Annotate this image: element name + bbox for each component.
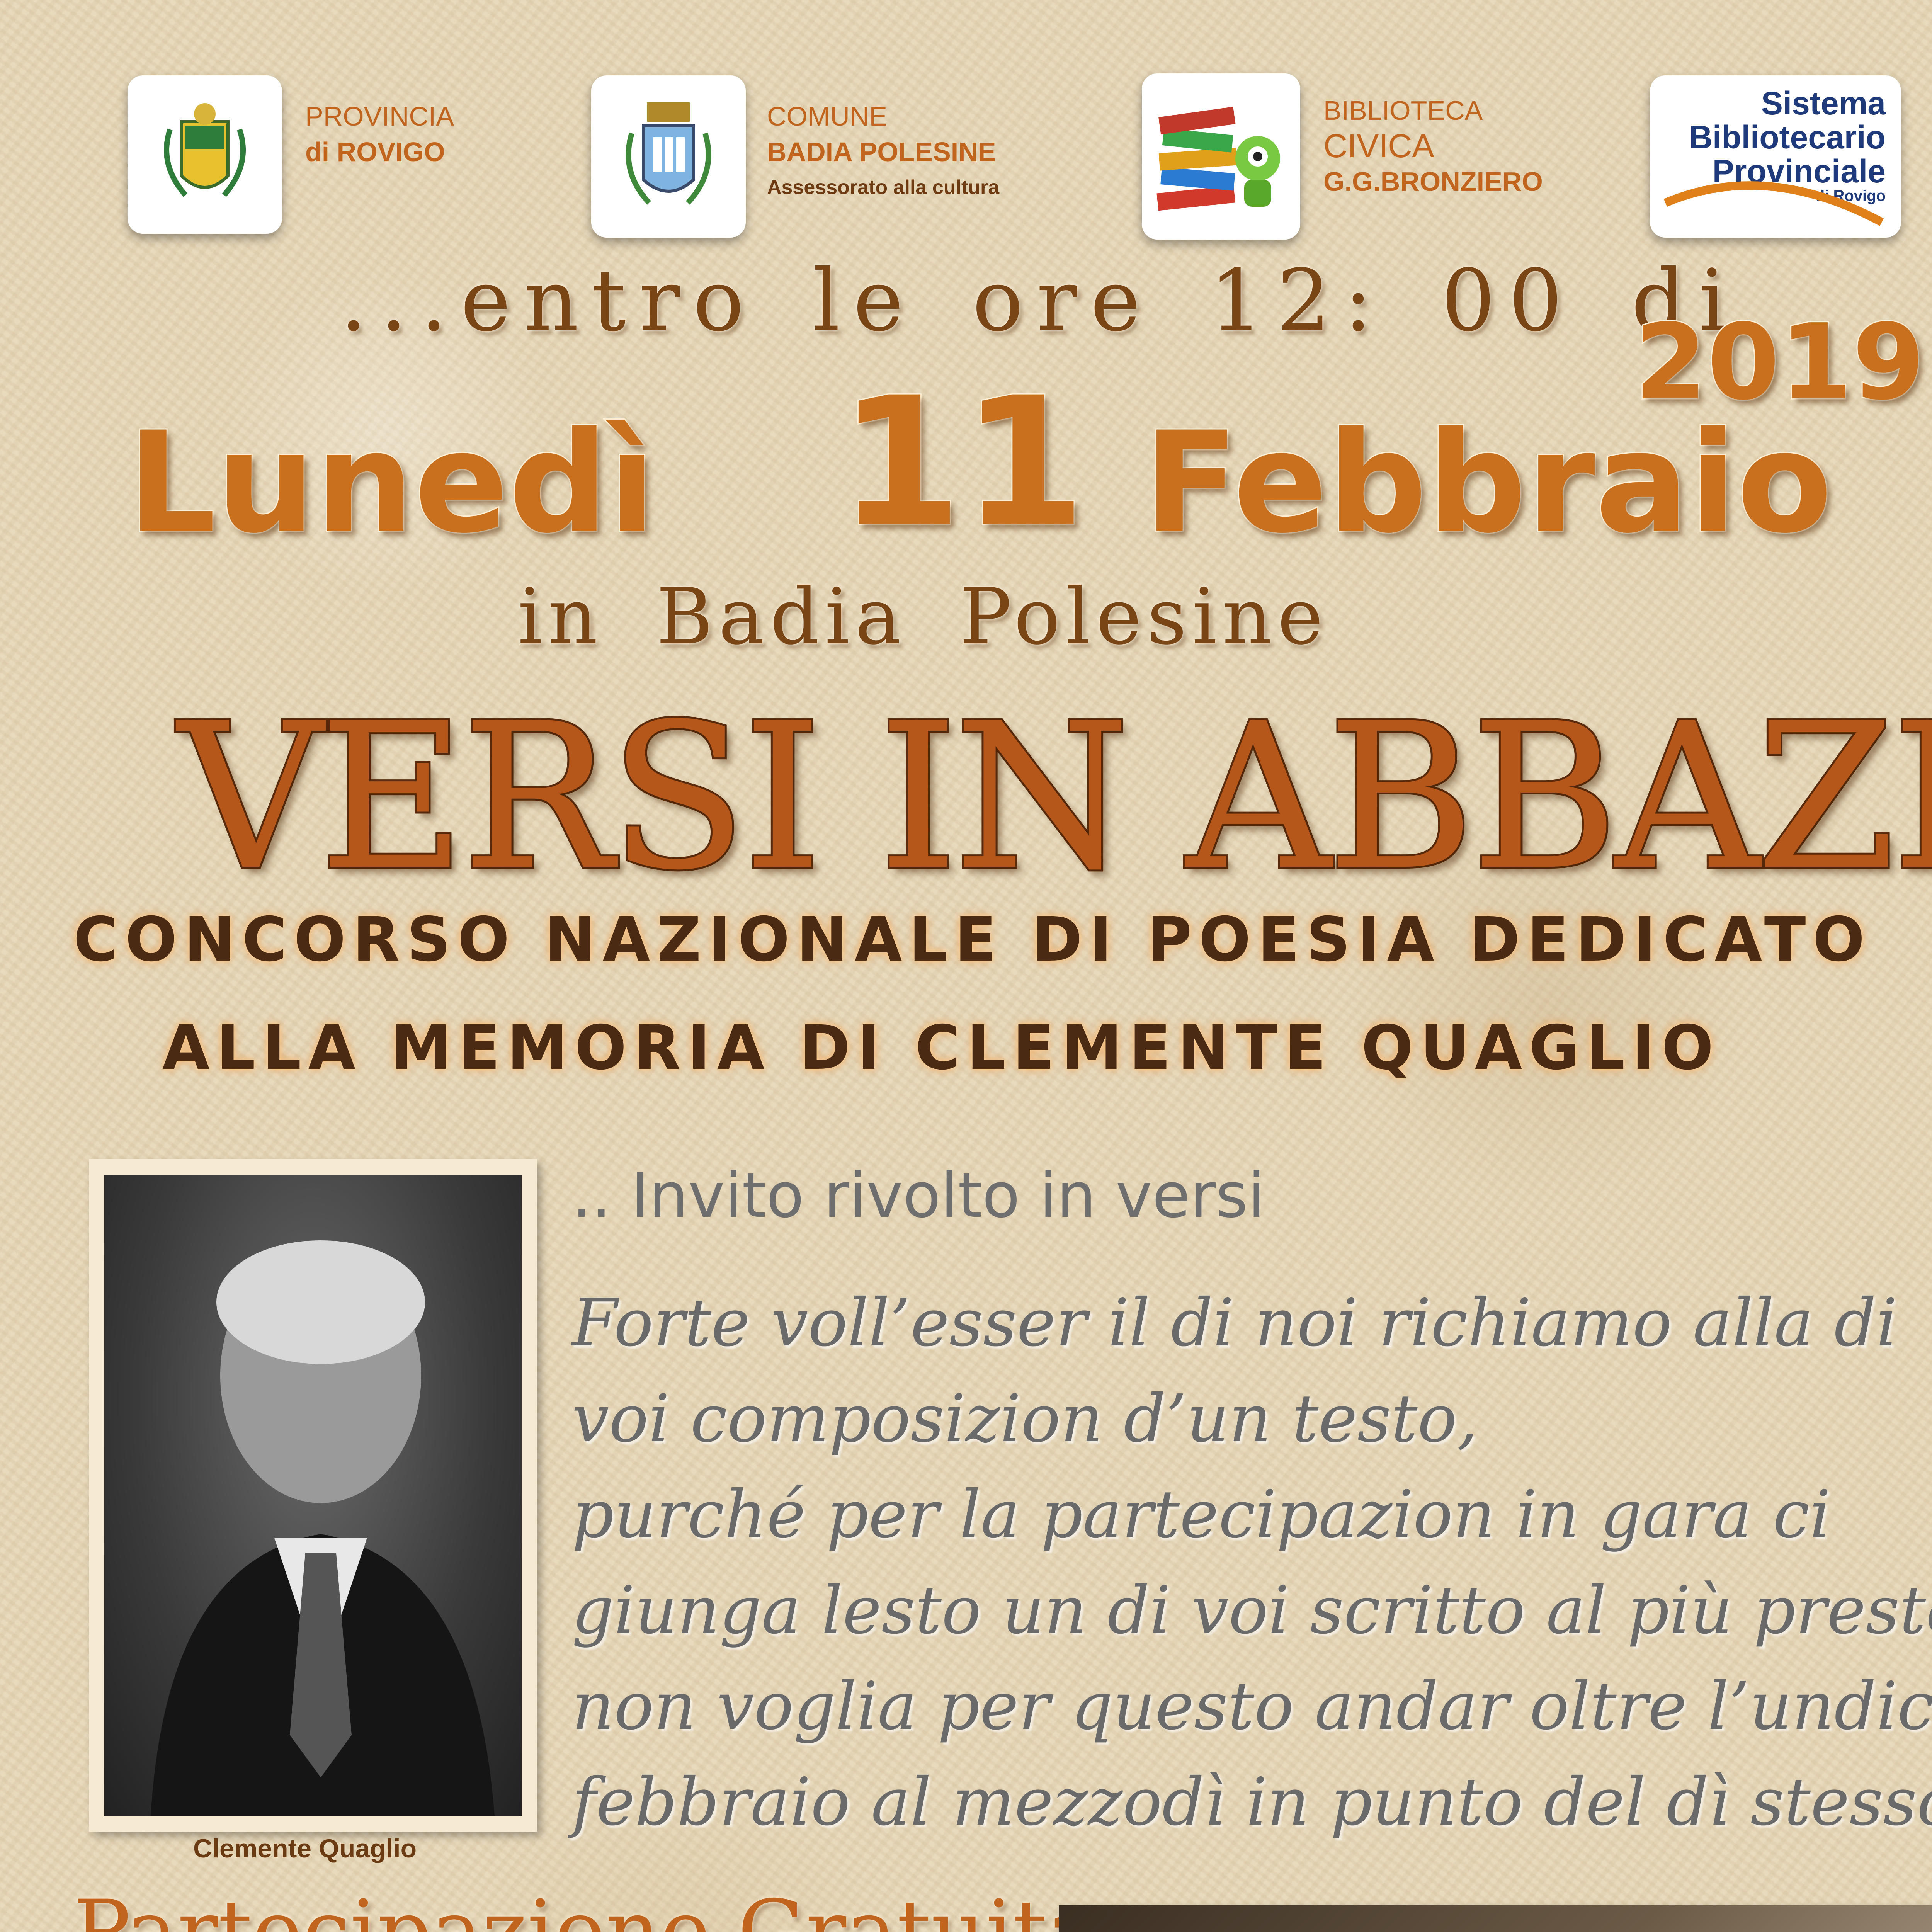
portrait-caption: Clemente Quaglio bbox=[193, 1833, 417, 1864]
verse-line: febbraio al mezzodì in punto del dì stesso bbox=[572, 1754, 1932, 1850]
deadline-month: Febbraio bbox=[1144, 402, 1832, 564]
deadline-prefix: ...entro le ore 12: 00 di bbox=[340, 251, 1739, 350]
verse-line: purché per la partecipazion in gara ci bbox=[572, 1467, 1932, 1563]
verse-line: Forte voll’esser il di noi richiamo alla di bbox=[572, 1275, 1932, 1371]
deadline-place: in Badia Polesine bbox=[518, 572, 1328, 662]
verse-line: giunga lesto un di voi scritto al più presto, bbox=[572, 1563, 1932, 1658]
comune-label: COMUNE BADIA POLESINE Assessorato alla cultura bbox=[767, 99, 999, 205]
deadline-number: 11 bbox=[838, 359, 1086, 566]
sistema-logo-text: Sistema Bibliotecario Provinciale di Rovigo bbox=[1689, 86, 1886, 204]
verse-line: voi composizion d’un testo, bbox=[572, 1371, 1932, 1467]
deadline-year: 2019 bbox=[1634, 301, 1925, 423]
contest-title: VERSI IN ABBAZIA bbox=[178, 680, 1932, 914]
biblioteca-label: BIBLIOTECA CIVICA G.G.BRONZIERO bbox=[1323, 93, 1543, 199]
provincia-label: PROVINCIA di ROVIGO bbox=[305, 99, 454, 170]
participation-heading: Partecipazione Gratuita bbox=[73, 1882, 1098, 1932]
deadline-day: Lunedì bbox=[128, 402, 656, 564]
verse-line: non voglia per questo andar oltre l’undici bbox=[572, 1658, 1932, 1754]
subtitle-line-1: CONCORSO NAZIONALE DI POESIA DEDICATO bbox=[73, 904, 1872, 975]
invite-heading: .. Invito rivolto in versi bbox=[572, 1159, 1265, 1231]
subtitle-line-2: ALLA MEMORIA DI CLEMENTE QUAGLIO bbox=[162, 1012, 1720, 1083]
